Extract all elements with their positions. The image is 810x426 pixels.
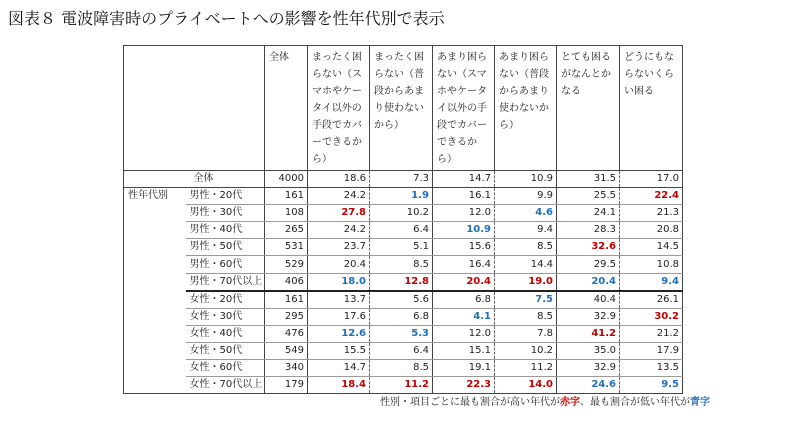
note-low-word: 青字 [690,397,710,408]
row-n: 179 [265,377,308,394]
value-cell: 10.2 [495,342,557,359]
row-label: 女性・20代 [186,291,265,309]
value-cell: 18.6 [308,171,370,188]
value-cell: 5.3 [370,325,433,342]
table-body [124,171,683,394]
header-col-1: まったく困らない（スマホやケータイ以外の手段でカバーできるから） [308,46,370,171]
value-cell: 20.4 [308,256,370,273]
value-cell: 14.5 [620,239,683,256]
row-n: 4000 [265,171,308,188]
value-cell: 35.0 [557,342,620,359]
value-cell: 29.5 [557,256,620,273]
value-cell: 14.7 [308,360,370,377]
value-cell: 20.4 [557,273,620,291]
value-cell: 13.5 [620,360,683,377]
value-cell: 7.5 [495,291,557,309]
value-cell: 10.9 [433,222,495,239]
table-row [124,308,683,325]
table-row [124,171,683,188]
row-label: 女性・50代 [186,342,265,359]
table-row [124,256,683,273]
row-label: 男性・20代 [186,188,265,205]
value-cell: 24.1 [557,205,620,222]
table-row [124,205,683,222]
row-n: 161 [265,291,308,309]
group-label: 性年代別 [124,188,186,394]
row-n: 108 [265,205,308,222]
value-cell: 25.5 [557,188,620,205]
value-cell: 14.7 [433,171,495,188]
value-cell: 17.0 [620,171,683,188]
table-row [124,273,683,291]
row-label: 女性・60代 [186,360,265,377]
value-cell: 41.2 [557,325,620,342]
page-title: 図表８ 電波障害時のプライベートへの影響を性年代別で表示 [8,9,445,28]
value-cell: 32.6 [557,239,620,256]
value-cell: 26.1 [620,291,683,309]
value-cell: 6.8 [433,291,495,309]
value-cell: 5.1 [370,239,433,256]
value-cell: 5.6 [370,291,433,309]
value-cell: 16.4 [433,256,495,273]
note-middle: 、最も割合が低い年代が [580,397,690,408]
value-cell: 10.8 [620,256,683,273]
header-col-2: まったく困らない（普段からあまり使わないから） [370,46,433,171]
row-n: 476 [265,325,308,342]
value-cell: 30.2 [620,308,683,325]
row-n: 295 [265,308,308,325]
value-cell: 12.8 [370,273,433,291]
header-total: 全体 [265,46,308,171]
value-cell: 9.4 [495,222,557,239]
note-prefix: 性別・項目ごとに最も割合が高い年代が [380,397,560,408]
value-cell: 18.4 [308,377,370,394]
value-cell: 9.9 [495,188,557,205]
table-row [124,377,683,394]
value-cell: 16.1 [433,188,495,205]
value-cell: 15.5 [308,342,370,359]
value-cell: 13.7 [308,291,370,309]
row-label: 女性・40代 [186,325,265,342]
table-row [124,360,683,377]
value-cell: 23.7 [308,239,370,256]
value-cell: 24.2 [308,222,370,239]
value-cell: 8.5 [495,239,557,256]
value-cell: 11.2 [495,360,557,377]
table-row [124,239,683,256]
value-cell: 31.5 [557,171,620,188]
header-corner [124,46,265,171]
value-cell: 17.9 [620,342,683,359]
row-n: 529 [265,256,308,273]
results-table [123,45,683,394]
value-cell: 40.4 [557,291,620,309]
value-cell: 7.3 [370,171,433,188]
value-cell: 11.2 [370,377,433,394]
value-cell: 19.0 [495,273,557,291]
table-row [124,342,683,359]
row-label: 男性・60代 [186,256,265,273]
header-col-3: あまり困らない（スマホやケータイ以外の手段でカバーできるから） [433,46,495,171]
value-cell: 20.4 [433,273,495,291]
value-cell: 4.1 [433,308,495,325]
value-cell: 4.6 [495,205,557,222]
value-cell: 10.2 [370,205,433,222]
value-cell: 17.6 [308,308,370,325]
value-cell: 6.8 [370,308,433,325]
table-row [124,325,683,342]
note-high-word: 赤字 [560,397,580,408]
value-cell: 14.0 [495,377,557,394]
header-col-6: どうにもならないくらい困る [620,46,683,171]
value-cell: 12.0 [433,205,495,222]
value-cell: 12.0 [433,325,495,342]
value-cell: 9.4 [620,273,683,291]
table-row [124,291,683,309]
row-n: 406 [265,273,308,291]
row-n: 549 [265,342,308,359]
group-cell-blank [124,171,186,188]
value-cell: 21.3 [620,205,683,222]
row-label: 全体 [186,171,265,188]
table-row [124,222,683,239]
value-cell: 19.1 [433,360,495,377]
row-n: 531 [265,239,308,256]
value-cell: 32.9 [557,308,620,325]
value-cell: 24.2 [308,188,370,205]
legend-note [380,393,710,408]
value-cell: 24.6 [557,377,620,394]
value-cell: 27.8 [308,205,370,222]
value-cell: 12.6 [308,325,370,342]
header-col-5: とても困るがなんとかなる [557,46,620,171]
value-cell: 28.3 [557,222,620,239]
row-label: 男性・40代 [186,222,265,239]
row-n: 161 [265,188,308,205]
value-cell: 9.5 [620,377,683,394]
row-n: 265 [265,222,308,239]
row-label: 男性・50代 [186,239,265,256]
value-cell: 22.3 [433,377,495,394]
table-row [124,188,683,205]
row-label: 女性・70代以上 [186,377,265,394]
row-n: 340 [265,360,308,377]
value-cell: 14.4 [495,256,557,273]
value-cell: 15.1 [433,342,495,359]
header-row [124,46,683,171]
value-cell: 20.8 [620,222,683,239]
value-cell: 10.9 [495,171,557,188]
value-cell: 32.9 [557,360,620,377]
value-cell: 8.5 [370,256,433,273]
value-cell: 21.2 [620,325,683,342]
header-col-4: あまり困らない（普段からあまり使わないから） [495,46,557,171]
value-cell: 6.4 [370,342,433,359]
value-cell: 8.5 [370,360,433,377]
row-label: 女性・30代 [186,308,265,325]
value-cell: 22.4 [620,188,683,205]
value-cell: 8.5 [495,308,557,325]
value-cell: 18.0 [308,273,370,291]
value-cell: 1.9 [370,188,433,205]
row-label: 男性・30代 [186,205,265,222]
value-cell: 7.8 [495,325,557,342]
value-cell: 6.4 [370,222,433,239]
value-cell: 15.6 [433,239,495,256]
row-label: 男性・70代以上 [186,273,265,291]
